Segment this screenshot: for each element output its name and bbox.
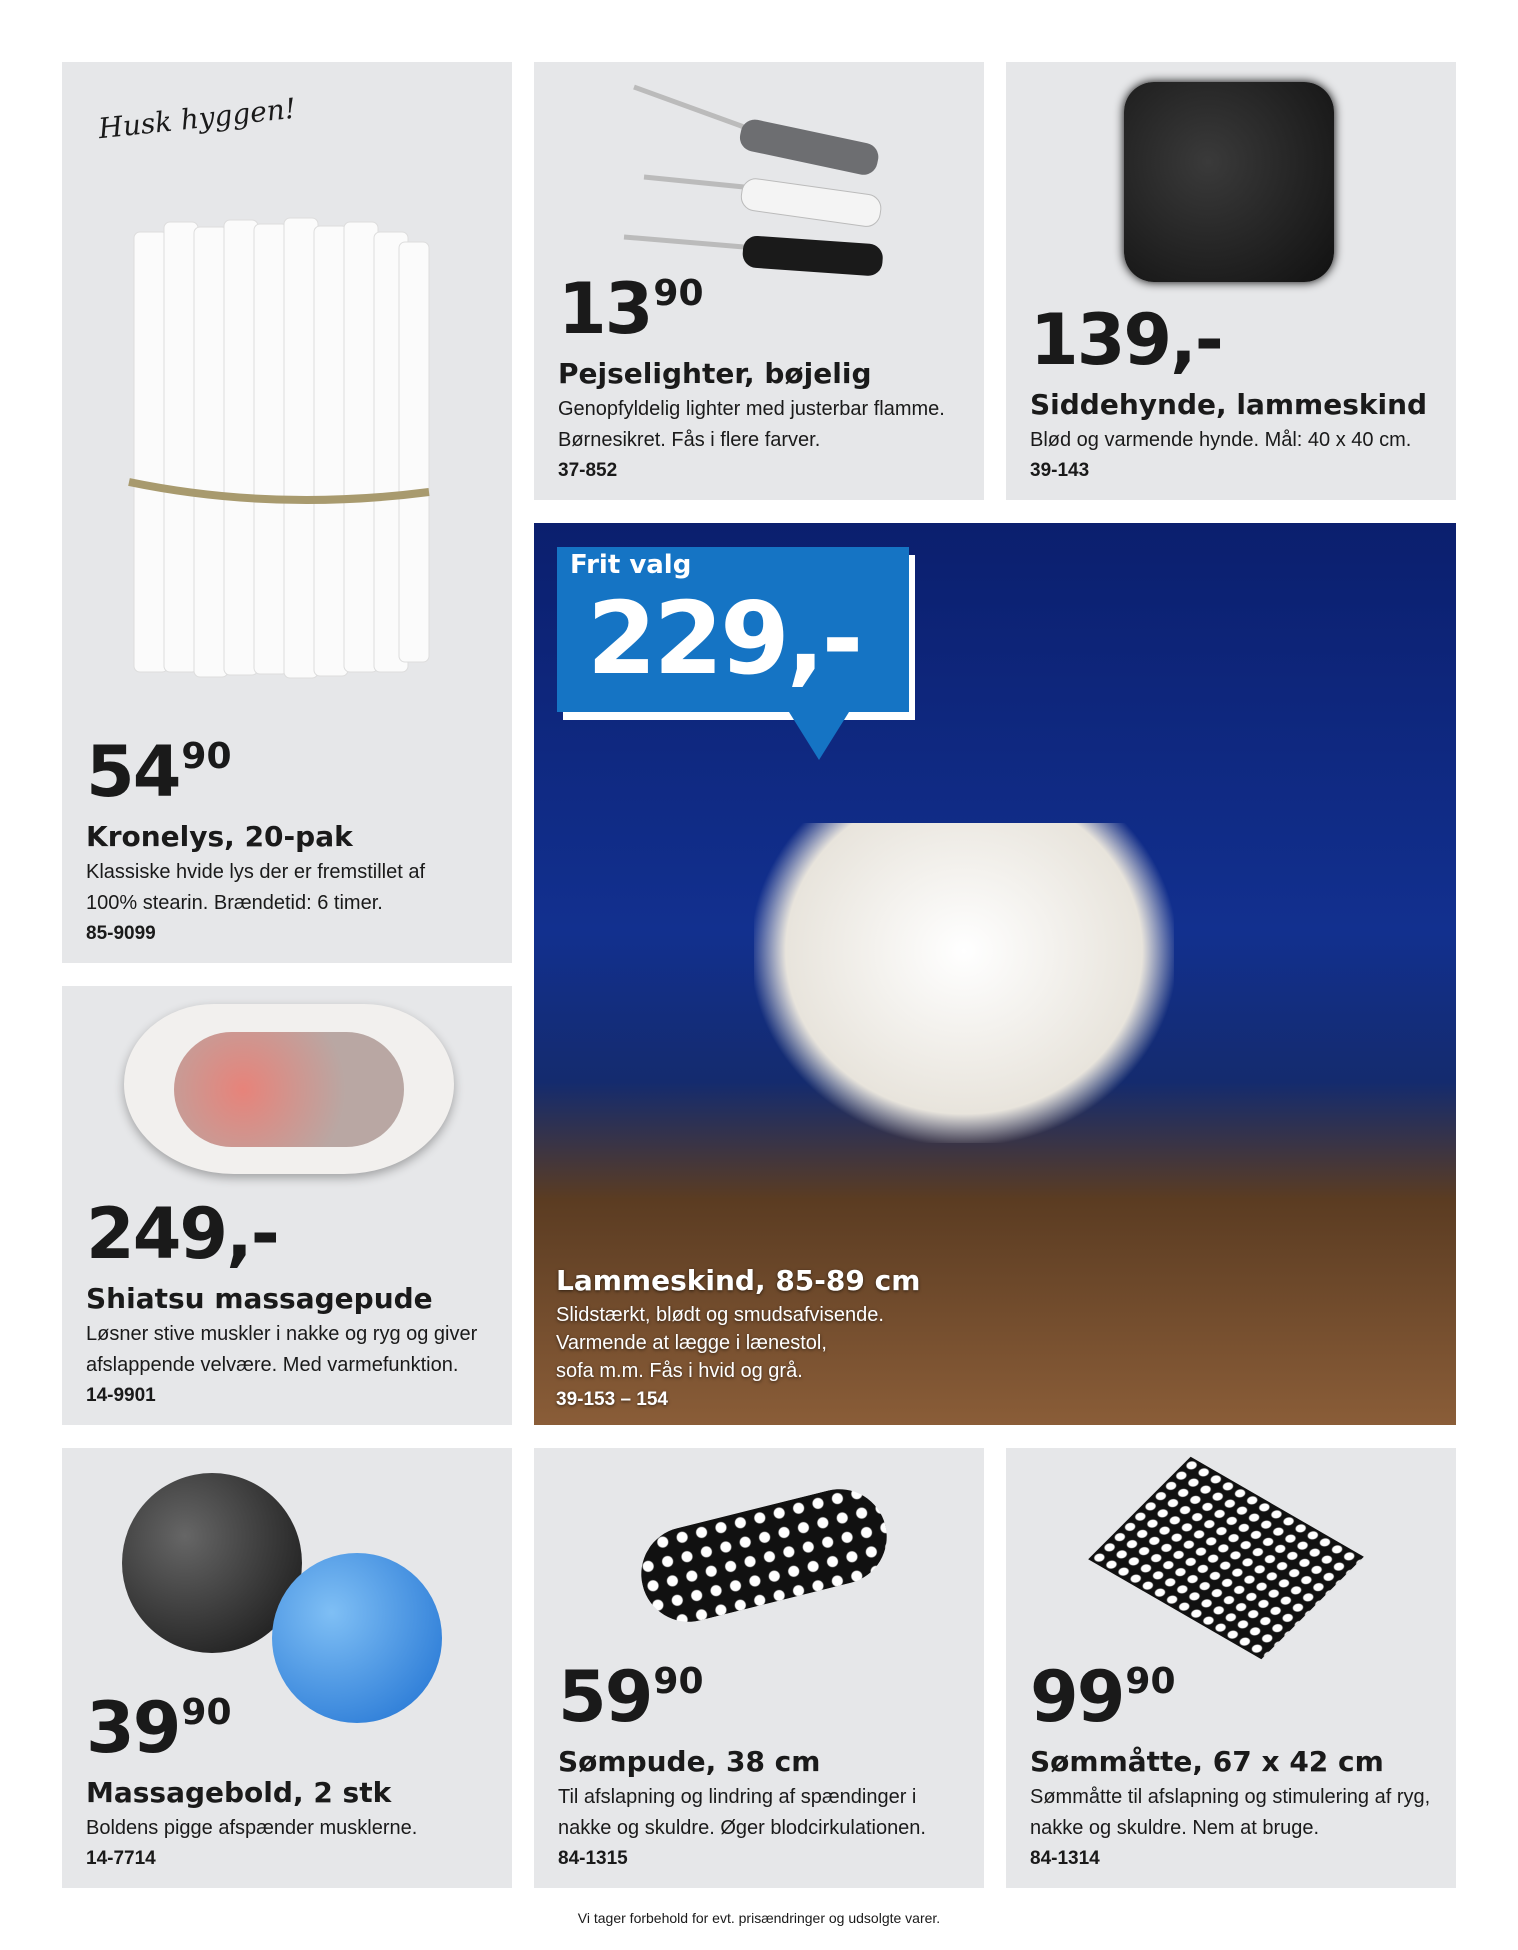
badge-label: Frit valg [570, 550, 692, 580]
product-sku: 85-9099 [86, 923, 156, 944]
candles-image [124, 192, 434, 682]
product-sku: 39-153 – 154 [556, 1389, 668, 1410]
product-title: Siddehynde, lammeskind [1030, 387, 1428, 421]
price-bubble [557, 547, 909, 712]
product-sku: 39-143 [1030, 460, 1090, 481]
price: 13 90 [558, 267, 704, 350]
product-description: Til afslapning og lindring af spændinger i nakke og skuldre. Øger blodcirkulationen. [558, 1786, 926, 1839]
product-description: Sømmåtte til afslapning og stimulering af ryg, nakke og skuldre. Nem at bruge. [1030, 1786, 1431, 1839]
product-sku: 37-852 [558, 460, 618, 481]
price: 59 90 [558, 1655, 704, 1738]
product-card-sommaatte[interactable] [1006, 1448, 1456, 1888]
footer-disclaimer: Vi tager forbehold for evt. prisændringer og udsolgte varer. [577, 1910, 941, 1926]
massage-balls-image [122, 1473, 452, 1713]
product-description: Løsner stive muskler i nakke og ryg og giver afslappende velvære. Med varmefunktion. [86, 1323, 478, 1376]
product-description: Klassiske hvide lys der er fremstillet af 100% stearin. Brændetid: 6 timer. [86, 861, 426, 914]
massage-pillow-image [124, 1004, 454, 1174]
product-card-siddehynde[interactable] [1006, 62, 1456, 500]
product-card-shiatsu[interactable] [62, 986, 512, 1425]
product-sku: 84-1315 [558, 1848, 628, 1869]
product-title: Massagebold, 2 stk [86, 1775, 392, 1809]
price: 249,- [86, 1192, 278, 1275]
price: 139,- [1030, 298, 1222, 381]
product-sku: 14-7714 [86, 1848, 156, 1869]
product-card-pejselighter[interactable] [534, 62, 984, 500]
product-card-massagebold[interactable] [62, 1448, 512, 1888]
product-title: Sømmåtte, 67 x 42 cm [1030, 1744, 1384, 1778]
sheepskin-chair-image [754, 823, 1174, 1143]
price: 39 90 [86, 1686, 232, 1769]
lighter-image [614, 77, 894, 277]
hero-price: 229,- [587, 580, 861, 697]
bubble-tail [789, 712, 849, 760]
acupressure-pillow-image [631, 1479, 897, 1632]
sheepskin-cushion-image [1124, 82, 1334, 282]
product-title: Kronelys, 20-pak [86, 819, 353, 853]
product-sku: 14-9901 [86, 1385, 156, 1406]
price: 99 90 [1030, 1655, 1176, 1738]
product-description: Blød og varmende hynde. Mål: 40 x 40 cm. [1030, 429, 1412, 451]
product-description: Boldens pigge afspænder musklerne. [86, 1817, 418, 1839]
product-card-sompude[interactable] [534, 1448, 984, 1888]
price: 54 90 [86, 730, 232, 813]
product-description: Slidstærkt, blødt og smudsafvisende. Varmende at lægge i lænestol, sofa m.m. Fås i hvid og grå. [556, 1304, 884, 1382]
tagline: Husk hyggen! [96, 91, 298, 146]
product-description: Genopfyldelig lighter med justerbar flamme. Børnesikret. Fås i flere farver. [558, 398, 945, 451]
product-title: Sømpude, 38 cm [558, 1744, 821, 1778]
product-card-kronelys[interactable] [62, 62, 512, 963]
acupressure-mat-image [1088, 1457, 1364, 1659]
product-title: Lammeskind, 85-89 cm [556, 1263, 921, 1297]
product-title: Shiatsu massagepude [86, 1281, 433, 1315]
hero-text [556, 1265, 920, 1411]
product-sku: 84-1314 [1030, 1848, 1100, 1869]
hero-lammeskind[interactable] [534, 523, 1456, 1425]
product-title: Pejselighter, bøjelig [558, 356, 872, 390]
